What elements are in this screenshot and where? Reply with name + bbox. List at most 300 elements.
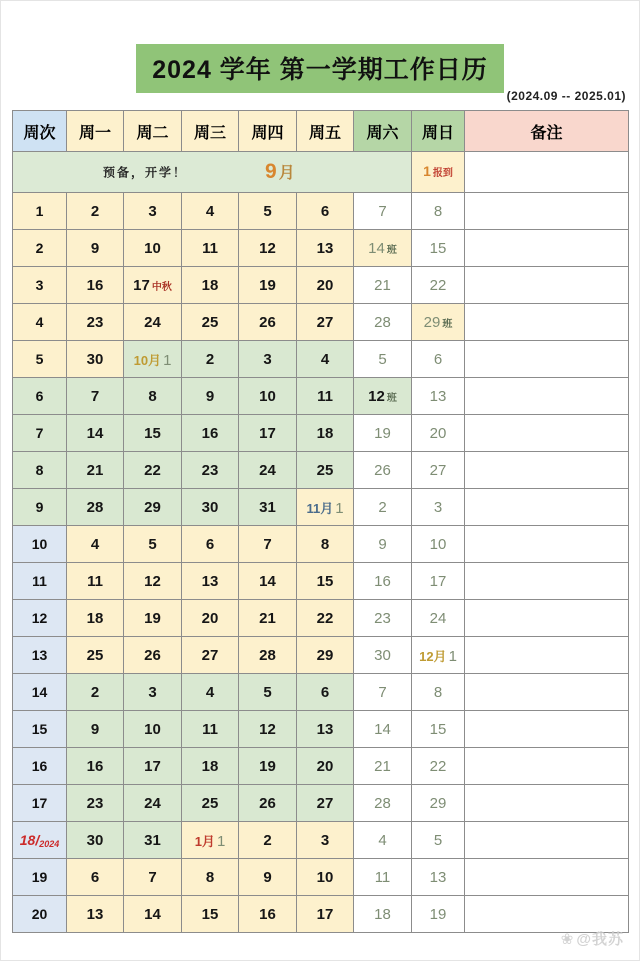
day-number: 19	[259, 276, 276, 294]
week-number: 3	[35, 277, 44, 293]
day-number: 4	[320, 350, 330, 368]
day-cell	[239, 415, 297, 452]
day-number: 9	[378, 535, 387, 553]
day-cell	[124, 341, 182, 378]
day-number: 8	[205, 868, 215, 886]
day-number: 29	[429, 794, 447, 812]
day-cell	[182, 859, 239, 896]
day-number: 27	[316, 794, 334, 812]
day-number: 15	[201, 905, 219, 923]
week-number-cell	[13, 489, 67, 526]
day-cell	[297, 785, 354, 822]
day-cell	[239, 674, 297, 711]
week-number-cell	[13, 415, 67, 452]
title-bar	[0, 44, 640, 93]
day-cell	[412, 711, 465, 748]
week-row	[13, 452, 629, 489]
week-number-cell	[13, 193, 67, 230]
day-number: 23	[374, 609, 391, 627]
day-number: 18	[86, 609, 104, 627]
day-number: 17	[429, 572, 447, 590]
flower-icon: ❀	[560, 931, 575, 948]
week-row	[13, 341, 629, 378]
day-cell	[239, 193, 297, 230]
month-start-label: 10月	[133, 352, 162, 368]
day-cell	[297, 674, 354, 711]
week-row	[13, 563, 629, 600]
day-number: 2	[205, 350, 215, 368]
day-number: 28	[374, 794, 391, 812]
day-cell	[354, 748, 412, 785]
day-number: 26	[374, 461, 391, 479]
day-tag: 班	[386, 392, 397, 404]
day-number: 2	[378, 498, 387, 516]
day-number: 11	[374, 868, 391, 886]
day-cell	[67, 600, 124, 637]
day-number: 18	[201, 757, 219, 775]
semester-start-note: 预备，开学！	[103, 165, 188, 180]
day-cell	[412, 859, 465, 896]
day-number: 6	[205, 535, 215, 553]
day-number: 23	[86, 794, 104, 812]
day-number: 7	[378, 202, 387, 220]
day-cell	[354, 304, 412, 341]
day-cell	[412, 341, 465, 378]
week-row	[13, 230, 629, 267]
day-number: 27	[316, 313, 334, 331]
day-cell	[124, 230, 182, 267]
day-cell	[124, 526, 182, 563]
day-number: 16	[86, 757, 104, 775]
day-cell	[67, 304, 124, 341]
day-number: 1	[335, 499, 344, 517]
day-number: 27	[201, 646, 219, 664]
day-number: 18	[316, 424, 334, 442]
day-number: 25	[316, 461, 334, 479]
day-number: 24	[144, 794, 161, 812]
day-number: 27	[429, 461, 447, 479]
day-number: 30	[86, 831, 104, 849]
week-number-cell	[13, 674, 67, 711]
week-number-cell	[13, 230, 67, 267]
day-cell	[297, 896, 354, 933]
day-cell	[412, 415, 465, 452]
day-cell	[412, 563, 465, 600]
week-number: 14	[31, 684, 48, 700]
day-tag: 班	[442, 318, 453, 330]
day-number: 15	[144, 424, 161, 442]
day-number: 1	[216, 832, 226, 850]
day-cell	[239, 563, 297, 600]
day-cell	[412, 896, 465, 933]
week-number: 16	[31, 758, 48, 774]
day-number: 16	[374, 572, 391, 590]
day-cell	[67, 822, 124, 859]
day-cell	[182, 785, 239, 822]
day-number: 10	[429, 535, 447, 553]
day-cell	[412, 526, 465, 563]
day-number: 28	[86, 498, 104, 516]
day-cell	[412, 674, 465, 711]
day-cell	[182, 230, 239, 267]
day-cell	[297, 452, 354, 489]
week-row	[13, 822, 629, 859]
week-number-cell	[13, 452, 67, 489]
week-row	[13, 378, 629, 415]
calendar-table	[12, 110, 629, 933]
week-number-cell	[13, 341, 67, 378]
remark-cell	[465, 230, 629, 267]
day-cell	[412, 193, 465, 230]
day-cell	[297, 304, 354, 341]
day-number: 7	[378, 683, 387, 701]
day-cell	[239, 452, 297, 489]
week-row	[13, 267, 629, 304]
day-cell	[124, 711, 182, 748]
day-cell	[297, 637, 354, 674]
day-cell	[239, 526, 297, 563]
day-number: 8	[320, 535, 330, 553]
day-cell	[354, 267, 412, 304]
day-number: 15	[429, 720, 447, 738]
day-cell	[67, 267, 124, 304]
remark-cell	[465, 637, 629, 674]
day-number: 13	[86, 905, 104, 923]
day-cell	[182, 378, 239, 415]
day-cell	[67, 526, 124, 563]
week-number: 9	[35, 499, 44, 515]
day-cell	[354, 526, 412, 563]
day-cell	[182, 896, 239, 933]
remark-cell	[465, 600, 629, 637]
week-number: 12	[31, 610, 48, 626]
remark-cell	[465, 822, 629, 859]
day-number: 4	[205, 202, 215, 220]
day-cell	[297, 526, 354, 563]
header-row	[13, 111, 629, 152]
day-cell	[67, 415, 124, 452]
day-number: 4	[378, 831, 387, 849]
day-number: 19	[429, 905, 447, 923]
day-cell	[297, 378, 354, 415]
watermark-handle: @我苏	[576, 931, 624, 948]
remark-cell	[465, 378, 629, 415]
day-number: 7	[148, 868, 157, 886]
day-cell	[412, 230, 465, 267]
month-banner-row	[13, 152, 629, 193]
date-range: (2024.09 -- 2025.01)	[506, 89, 626, 103]
day-cell	[182, 822, 239, 859]
day-cell	[239, 304, 297, 341]
day-number: 8	[148, 387, 157, 405]
day-number: 29	[316, 646, 334, 664]
day-cell	[124, 600, 182, 637]
day-number: 16	[201, 424, 219, 442]
day-cell	[124, 637, 182, 674]
day-cell	[124, 563, 182, 600]
day-cell	[182, 711, 239, 748]
week-row	[13, 637, 629, 674]
day-number: 24	[429, 609, 447, 627]
day-cell	[297, 563, 354, 600]
day-cell	[297, 748, 354, 785]
day-cell	[67, 785, 124, 822]
day-cell	[124, 415, 182, 452]
day-cell	[297, 193, 354, 230]
day-number: 23	[201, 461, 219, 479]
day-cell	[67, 674, 124, 711]
day-cell	[67, 452, 124, 489]
week-number-cell	[13, 304, 67, 341]
remark-cell	[465, 341, 629, 378]
day-cell	[297, 859, 354, 896]
day-number: 2	[90, 202, 100, 220]
week-row	[13, 748, 629, 785]
day-number: 12	[259, 239, 276, 257]
remark-cell	[465, 152, 629, 193]
remark-cell	[465, 415, 629, 452]
day-number: 15	[429, 239, 447, 257]
remark-cell	[465, 674, 629, 711]
day-number: 20	[316, 276, 334, 294]
day-number: 11	[87, 572, 103, 590]
week-number: 7	[35, 425, 44, 441]
day-number: 6	[433, 350, 443, 368]
week-row	[13, 304, 629, 341]
day-number: 21	[374, 276, 391, 294]
day-number: 28	[259, 646, 276, 664]
day-cell	[354, 563, 412, 600]
day-number: 11	[317, 387, 333, 405]
week-row	[13, 859, 629, 896]
day-cell	[297, 822, 354, 859]
remark-cell	[465, 563, 629, 600]
day-cell	[354, 674, 412, 711]
day-cell	[354, 415, 412, 452]
page-title: 2024 学年 第一学期工作日历	[136, 44, 504, 93]
day-number: 6	[320, 202, 330, 220]
week-number-cell	[13, 822, 67, 859]
week-row	[13, 415, 629, 452]
day-number: 19	[144, 609, 161, 627]
day-cell	[124, 748, 182, 785]
day-number: 17	[316, 905, 334, 923]
day-cell	[182, 304, 239, 341]
day-cell	[124, 859, 182, 896]
day-cell	[297, 600, 354, 637]
day-number: 5	[433, 831, 443, 849]
day-number: 21	[86, 461, 104, 479]
registration-day-cell: 1 报到	[412, 152, 465, 193]
day-cell	[124, 674, 182, 711]
week-row	[13, 526, 629, 563]
day-number: 9	[90, 720, 100, 738]
day-cell	[354, 452, 412, 489]
september-banner-cell	[13, 152, 412, 193]
week-number: 17	[31, 795, 48, 811]
day-number: 14	[144, 905, 161, 923]
day-number: 5	[148, 535, 157, 553]
day-tag: 中秋	[151, 281, 172, 293]
day-number: 13	[201, 572, 219, 590]
day-cell	[67, 896, 124, 933]
day-cell	[412, 267, 465, 304]
day-number: 3	[148, 683, 157, 701]
day-number: 25	[201, 313, 219, 331]
day-cell	[297, 415, 354, 452]
month-start-label: 1月	[194, 833, 215, 849]
week-number-cell	[13, 785, 67, 822]
week-number-cell	[13, 600, 67, 637]
day-number: 12	[144, 572, 161, 590]
day-cell	[239, 230, 297, 267]
day-cell	[182, 415, 239, 452]
day-number: 22	[144, 461, 161, 479]
day-number: 20	[201, 609, 219, 627]
day-cell	[354, 711, 412, 748]
day-cell	[297, 489, 354, 526]
day-number: 9	[90, 239, 100, 257]
day-number: 7	[263, 535, 272, 553]
day-number: 25	[201, 794, 219, 812]
remark-cell	[465, 452, 629, 489]
day-tag: 班	[386, 244, 397, 256]
day-cell	[182, 674, 239, 711]
day-cell	[354, 896, 412, 933]
day-cell	[412, 785, 465, 822]
day-cell	[67, 859, 124, 896]
week-number: 8	[35, 462, 44, 478]
day-cell	[182, 193, 239, 230]
day-cell	[67, 637, 124, 674]
day-number: 14	[259, 572, 276, 590]
week-row	[13, 489, 629, 526]
day-number: 10	[144, 720, 161, 738]
day-cell	[124, 489, 182, 526]
week-row	[13, 711, 629, 748]
day-cell	[67, 230, 124, 267]
day-number: 8	[433, 202, 443, 220]
day-cell	[239, 896, 297, 933]
day-number: 29	[144, 498, 161, 516]
day-number: 19	[374, 424, 391, 442]
day-number: 19	[259, 757, 276, 775]
day-number: 13	[429, 387, 447, 405]
week-number-cell	[13, 711, 67, 748]
week-number-cell	[13, 563, 67, 600]
day-cell	[239, 600, 297, 637]
day-number: 23	[86, 313, 104, 331]
day-cell	[412, 304, 465, 341]
day-number: 4	[205, 683, 215, 701]
day-number: 16	[86, 276, 104, 294]
week-number: 18/	[19, 831, 40, 848]
day-cell	[239, 378, 297, 415]
week-row	[13, 674, 629, 711]
day-cell	[412, 378, 465, 415]
day-number: 22	[316, 609, 334, 627]
day-number: 22	[429, 757, 447, 775]
week-row	[13, 193, 629, 230]
week-number: 11	[32, 573, 47, 589]
day-cell	[182, 563, 239, 600]
day-number: 13	[429, 868, 447, 886]
remark-cell	[465, 526, 629, 563]
day-number: 30	[86, 350, 104, 368]
day-number: 26	[259, 794, 276, 812]
day-cell	[297, 711, 354, 748]
week-number: 10	[31, 536, 48, 552]
day-number: 14	[368, 239, 385, 257]
remark-cell	[465, 748, 629, 785]
day-number: 26	[259, 313, 276, 331]
header-tuesday: 周二	[124, 111, 182, 152]
day-cell	[354, 230, 412, 267]
day-number: 22	[429, 276, 447, 294]
day-number: 13	[316, 239, 334, 257]
header-sunday: 周日	[412, 111, 465, 152]
day-cell	[182, 600, 239, 637]
day-cell	[182, 267, 239, 304]
week-number-cell	[13, 637, 67, 674]
day-cell	[412, 489, 465, 526]
day-number: 15	[316, 572, 334, 590]
day-number: 28	[374, 313, 391, 331]
day-number: 25	[86, 646, 104, 664]
september-label: 9 月	[265, 160, 295, 183]
week-number-cell	[13, 859, 67, 896]
day-number: 24	[259, 461, 276, 479]
header-week: 周次	[13, 111, 67, 152]
week-number-cell	[13, 267, 67, 304]
day-cell	[354, 637, 412, 674]
remark-cell	[465, 489, 629, 526]
day-number: 17	[133, 276, 150, 294]
week-number: 20	[31, 906, 48, 922]
day-number: 11	[202, 239, 218, 257]
watermark	[561, 928, 624, 949]
day-number: 30	[201, 498, 219, 516]
day-cell	[124, 304, 182, 341]
day-number: 5	[263, 683, 272, 701]
day-cell	[67, 489, 124, 526]
week-number-cell	[13, 526, 67, 563]
header-monday: 周一	[67, 111, 124, 152]
week-row	[13, 785, 629, 822]
day-cell	[182, 748, 239, 785]
day-cell	[412, 600, 465, 637]
week-number-cell	[13, 378, 67, 415]
day-cell	[354, 859, 412, 896]
day-number: 29	[423, 313, 441, 331]
day-cell	[124, 822, 182, 859]
day-number: 5	[263, 202, 272, 220]
day-number: 17	[259, 424, 276, 442]
day-cell	[354, 785, 412, 822]
day-number: 9	[263, 868, 272, 886]
day-cell	[354, 489, 412, 526]
day-cell	[67, 711, 124, 748]
day-cell	[239, 822, 297, 859]
day-number: 2	[263, 831, 272, 849]
day-cell	[182, 637, 239, 674]
calendar-body	[13, 152, 629, 933]
day-cell	[354, 822, 412, 859]
day-cell	[124, 452, 182, 489]
day-number: 4	[90, 535, 100, 553]
day-cell	[239, 489, 297, 526]
day-number: 6	[90, 868, 100, 886]
